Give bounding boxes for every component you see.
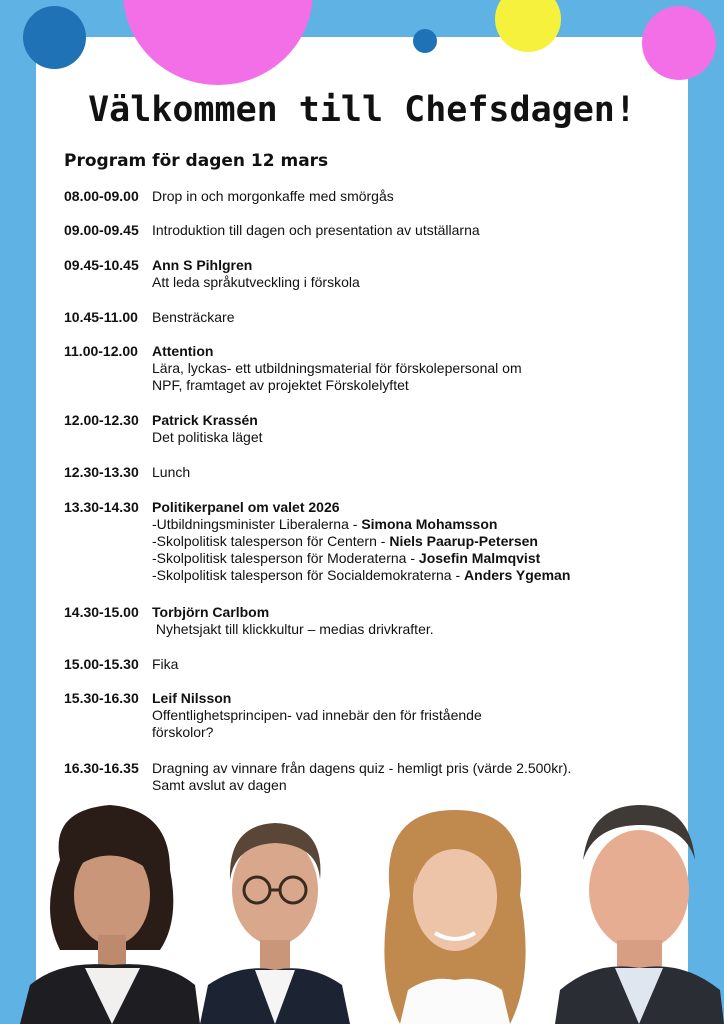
speaker-photo-3 xyxy=(360,805,550,1024)
entry-text: Lunch xyxy=(152,464,191,480)
panel-role: -Skolpolitisk talesperson för Moderaterna - xyxy=(152,550,419,566)
decor-circle-blue xyxy=(23,6,86,69)
entry-speaker: Attention xyxy=(152,343,214,359)
entry-text: Lära, lyckas- ett utbildningsmaterial för förskolepersonal om xyxy=(152,360,522,376)
entry-time: 15.00-15.30 xyxy=(64,656,139,672)
entry-text: förskolor? xyxy=(152,724,214,740)
speaker-photos xyxy=(0,800,724,1024)
panel-member xyxy=(152,567,652,584)
speaker-photo-1 xyxy=(20,800,200,1024)
panel-role: -Skolpolitisk talesperson för Centern - xyxy=(152,533,390,549)
entry-time: 16.30-16.35 xyxy=(64,760,139,776)
entry-text: Introduktion till dagen och presentation av utställarna xyxy=(152,222,480,238)
panel-member xyxy=(152,550,652,567)
decor-circle-pink-right xyxy=(642,6,716,80)
entry-time: 13.30-14.30 xyxy=(64,499,139,515)
panel-name: Simona Mohamsson xyxy=(361,516,498,532)
panel-name: Niels Paarup-Petersen xyxy=(389,533,538,549)
program-subtitle: Program för dagen 12 mars xyxy=(64,151,329,171)
entry-text: Offentlighetsprincipen- vad innebär den för fristående xyxy=(152,707,482,723)
entry-time: 10.45-11.00 xyxy=(64,309,138,325)
panel-member xyxy=(152,516,652,533)
entry-text: Drop in och morgonkaffe med smörgås xyxy=(152,188,394,204)
panel-name: Josefin Malmqvist xyxy=(418,550,541,566)
page-title: Välkommen till Chefsdagen! xyxy=(88,90,636,130)
entry-time: 08.00-09.00 xyxy=(64,188,139,204)
entry-time: 15.30-16.30 xyxy=(64,690,139,706)
entry-text: NPF, framtaget av projektet Förskolelyftet xyxy=(152,377,409,393)
entry-speaker: Ann S Pihlgren xyxy=(152,257,253,273)
speaker-photo-2 xyxy=(200,805,350,1024)
decor-circle-blue-small xyxy=(413,29,437,53)
panel-name: Anders Ygeman xyxy=(464,567,571,583)
panel-member xyxy=(152,533,652,550)
entry-text: Det politiska läget xyxy=(152,429,263,445)
entry-text: Att leda språkutveckling i förskola xyxy=(152,274,360,290)
entry-text: Samt avslut av dagen xyxy=(152,777,287,793)
entry-speaker: Patrick Krassén xyxy=(152,412,258,428)
entry-speaker: Leif Nilsson xyxy=(152,690,232,706)
entry-time: 09.00-09.45 xyxy=(64,222,139,238)
entry-text: Fika xyxy=(152,656,179,672)
entry-text: Bensträckare xyxy=(152,309,235,325)
entry-time: 12.30-13.30 xyxy=(64,464,139,480)
speaker-photo-4 xyxy=(555,800,724,1024)
entry-speaker: Torbjörn Carlbom xyxy=(152,604,270,620)
panel-role: -Skolpolitisk talesperson för Socialdemokraterna - xyxy=(152,567,465,583)
entry-speaker: Politikerpanel om valet 2026 xyxy=(152,499,340,515)
entry-time: 14.30-15.00 xyxy=(64,604,139,620)
entry-text: Dragning av vinnare från dagens quiz - hemligt pris (värde 2.500kr). xyxy=(152,760,572,776)
entry-time: 09.45-10.45 xyxy=(64,257,139,273)
panel-role: -Utbildningsminister Liberalerna - xyxy=(152,516,362,532)
entry-text: Nyhetsjakt till klickkultur – medias drivkrafter. xyxy=(152,621,434,637)
entry-time: 11.00-12.00 xyxy=(64,343,138,359)
entry-time: 12.00-12.30 xyxy=(64,412,139,428)
